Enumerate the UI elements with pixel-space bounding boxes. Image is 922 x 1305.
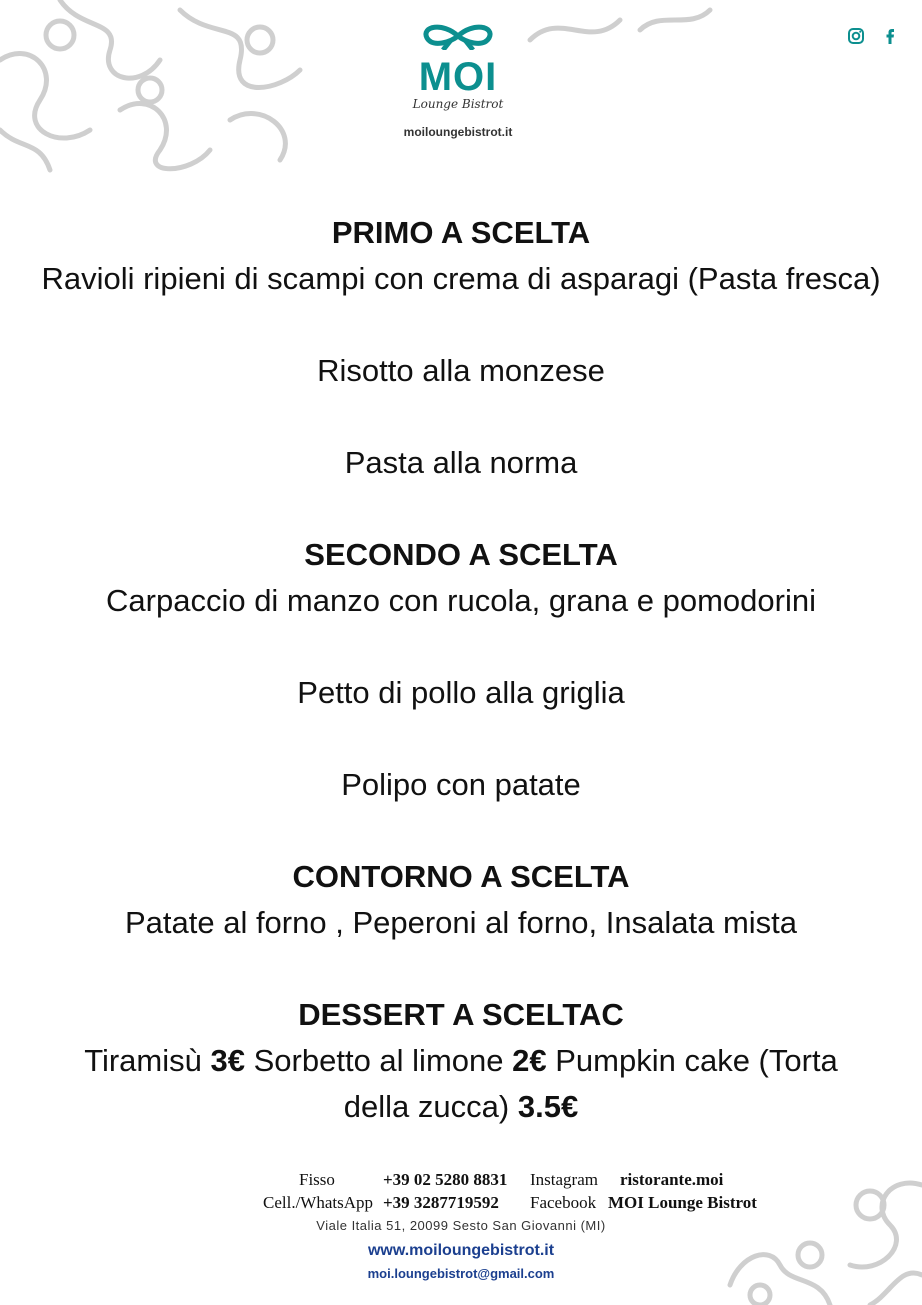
social-links xyxy=(846,26,900,46)
logo-tagline: Lounge Bistrot xyxy=(412,97,504,111)
instagram-icon[interactable] xyxy=(846,26,866,46)
dessert-price: 3.5€ xyxy=(517,1089,579,1124)
menu-item: Pasta alla norma xyxy=(344,445,578,480)
brand-logo xyxy=(370,22,546,139)
social-labels xyxy=(530,1168,598,1214)
section-title-primo: PRIMO A SCELTA xyxy=(331,215,591,250)
section-title-contorno: CONTORNO A SCELTA xyxy=(292,859,630,894)
instagram-label: Instagram xyxy=(530,1170,598,1189)
logo-website[interactable]: moiloungebistrot.it xyxy=(403,125,513,139)
website-link[interactable]: www.moiloungebistrot.it xyxy=(367,1242,555,1259)
dessert-item: Pumpkin cake (Torta xyxy=(555,1043,838,1078)
menu-item: Risotto alla monzese xyxy=(317,353,605,388)
contact-numbers xyxy=(383,1168,507,1214)
section-title-dessert: DESSERT A SCELTAC xyxy=(298,997,624,1032)
dessert-item: della zucca) xyxy=(343,1089,510,1124)
cell-label: Cell./WhatsApp xyxy=(263,1193,374,1212)
cell-number[interactable]: +39 3287719592 xyxy=(383,1193,499,1212)
fisso-number[interactable]: +39 02 5280 8831 xyxy=(383,1170,508,1189)
menu-item: Petto di pollo alla griglia xyxy=(297,675,625,710)
decorative-swirl-bottom-right xyxy=(700,1165,922,1305)
dessert-price: 3€ xyxy=(210,1043,245,1078)
dessert-line xyxy=(0,1084,922,1130)
instagram-handle[interactable]: ristorante.moi xyxy=(620,1170,724,1189)
facebook-handle-col xyxy=(608,1191,757,1214)
facebook-handle[interactable]: MOI Lounge Bistrot xyxy=(608,1193,757,1212)
instagram-handle-col xyxy=(620,1168,723,1191)
facebook-icon[interactable] xyxy=(880,26,900,46)
menu-item: Patate al forno , Peperoni al forno, Insalata mista xyxy=(124,905,798,940)
menu-item: Ravioli ripieni di scampi con crema di asparagi (Pasta fresca) xyxy=(41,261,881,296)
fisso-label: Fisso xyxy=(299,1170,335,1189)
cell-label-col xyxy=(263,1191,373,1214)
dessert-line xyxy=(0,1038,922,1084)
email-link[interactable]: moi.loungebistrot@gmail.com xyxy=(367,1266,555,1281)
contact-labels-left xyxy=(299,1168,335,1191)
dessert-item: Sorbetto al limone xyxy=(253,1043,504,1078)
dessert-item: Tiramisù xyxy=(84,1043,202,1078)
ribbon-logo-icon xyxy=(413,22,503,50)
menu-item: Polipo con patate xyxy=(341,767,581,802)
menu-item: Carpaccio di manzo con rucola, grana e pomodorini xyxy=(106,583,816,618)
section-title-secondo: SECONDO A SCELTA xyxy=(304,537,618,572)
menu xyxy=(0,210,922,1130)
address: Viale Italia 51, 20099 Sesto San Giovanni (MI) xyxy=(316,1218,606,1233)
facebook-label: Facebook xyxy=(530,1193,597,1212)
dessert-price: 2€ xyxy=(512,1043,547,1078)
logo-wordmark: MOI xyxy=(418,55,498,99)
header xyxy=(0,0,922,175)
